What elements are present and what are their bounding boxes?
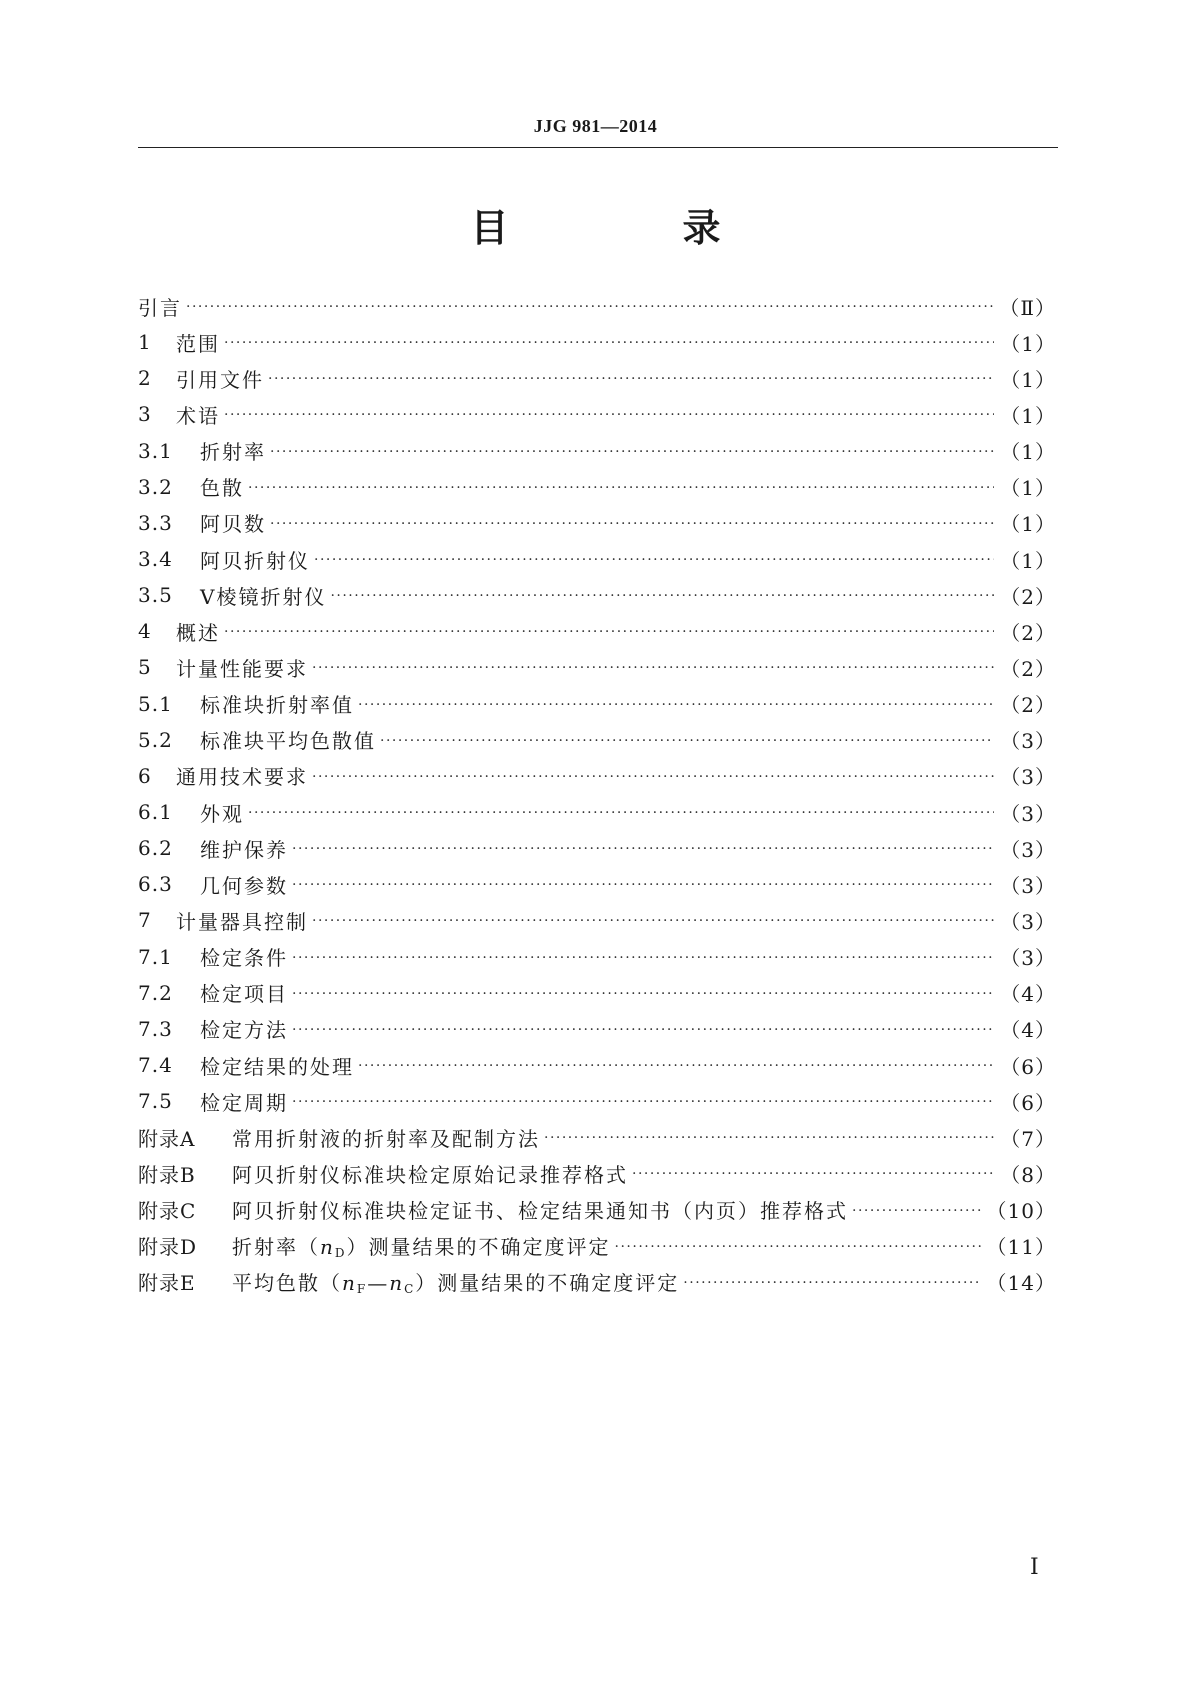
- toc-entry-5-2[interactable]: [138, 722, 1056, 758]
- toc-entry-label: 标准块平均色散值: [200, 729, 376, 754]
- toc-entry-label: 阿贝折射仪标准块检定证书、检定结果通知书（内页）推荐格式: [232, 1199, 848, 1224]
- toc-entry-label: 维护保养: [200, 837, 288, 862]
- toc-entry-page: （8）: [1000, 1162, 1056, 1187]
- toc-entry-page: （3）: [1000, 765, 1056, 790]
- toc-entry-6-2[interactable]: [138, 830, 1056, 866]
- toc-entry-label: 阿贝折射仪: [200, 548, 310, 573]
- toc-entry-number: 7.3: [138, 1016, 173, 1041]
- toc-entry-number: 附录D: [138, 1235, 198, 1260]
- toc-entry-label: 通用技术要求: [176, 765, 308, 790]
- toc-entry-4[interactable]: [138, 613, 1056, 649]
- dot-leader: [615, 1239, 981, 1255]
- toc-entry-label: 阿贝数: [200, 512, 266, 537]
- toc-entry-3[interactable]: [138, 396, 1056, 432]
- toc-entry-label: 标准块折射率值: [200, 693, 354, 718]
- toc-entry-label: 引用文件: [176, 367, 264, 392]
- toc-entry-7[interactable]: [138, 902, 1056, 938]
- toc-entry-label: 常用折射液的折射率及配制方法: [232, 1126, 540, 1151]
- dot-leader: [292, 1022, 994, 1038]
- toc-entry-number: 3.3: [138, 510, 173, 535]
- toc-entry-number: 3.1: [138, 438, 173, 463]
- toc-entry-page: （6）: [1000, 1054, 1056, 1079]
- toc-entry-label: 计量性能要求: [176, 656, 308, 681]
- toc-entry-label: 检定结果的处理: [200, 1054, 354, 1079]
- toc-entry-number: 1: [138, 330, 152, 355]
- toc-entry-label: 阿贝折射仪标准块检定原始记录推荐格式: [232, 1162, 628, 1187]
- toc-entry-page: （4）: [1000, 1018, 1056, 1043]
- toc-entry-label: 引言: [138, 295, 182, 320]
- dot-leader: [268, 371, 994, 387]
- toc-entry-page: （3）: [1000, 729, 1056, 754]
- toc-entry-2[interactable]: [138, 360, 1056, 396]
- toc-entry-appendix-c[interactable]: [138, 1192, 1056, 1228]
- toc-entry-label: 外观: [200, 801, 244, 826]
- toc-entry-1[interactable]: [138, 324, 1056, 360]
- dot-leader: [224, 335, 994, 351]
- toc-entry-number: 5.2: [138, 727, 173, 752]
- page-title: 目 录: [470, 205, 789, 250]
- dot-leader: [312, 769, 994, 785]
- label-prefix: 平均色散（: [232, 1271, 342, 1296]
- toc-entry-7-5[interactable]: [138, 1083, 1056, 1119]
- dot-leader: [380, 733, 994, 749]
- toc-entry-5-1[interactable]: [138, 686, 1056, 722]
- dot-leader: [248, 805, 994, 821]
- toc-entry-number: 5.1: [138, 691, 173, 716]
- toc-entry-number: 4: [138, 619, 152, 644]
- toc-entry-appendix-a[interactable]: [138, 1119, 1056, 1155]
- toc-entry-label: V棱镜折射仪: [200, 584, 327, 609]
- toc-entry-page: （2）: [1000, 584, 1056, 609]
- toc-entry-3-2[interactable]: [138, 469, 1056, 505]
- toc-entry-label: 术语: [176, 403, 220, 428]
- toc-entry-label: 概述: [176, 620, 220, 645]
- dot-leader: [292, 950, 994, 966]
- toc-entry-number: 附录E: [138, 1271, 196, 1296]
- toc-entry-label: 检定项目: [200, 982, 288, 1007]
- minus-dash: —: [367, 1271, 390, 1296]
- toc-entry-number: 7.5: [138, 1089, 173, 1114]
- toc-entry-number: 2: [138, 366, 152, 391]
- toc-entry-3-5[interactable]: [138, 577, 1056, 613]
- toc-entry-page: （1）: [1000, 403, 1056, 428]
- toc-entry-page: （1）: [1000, 548, 1056, 573]
- dot-leader: [292, 986, 994, 1002]
- subscript-f: F: [356, 1282, 368, 1297]
- toc-entry-number: 3: [138, 402, 152, 427]
- toc-entry-7-1[interactable]: [138, 939, 1056, 975]
- header-rule: [138, 147, 1058, 148]
- toc-entry-page: （3）: [1000, 946, 1056, 971]
- toc-entry-number: 7.2: [138, 980, 173, 1005]
- toc-entry-label: 检定方法: [200, 1018, 288, 1043]
- toc-entry-page: （10）: [986, 1199, 1056, 1224]
- toc-entry-7-2[interactable]: [138, 975, 1056, 1011]
- dot-leader: [270, 516, 994, 532]
- dot-leader: [544, 1130, 994, 1146]
- toc-entry-3-1[interactable]: [138, 433, 1056, 469]
- symbol-n: n: [342, 1271, 357, 1296]
- toc-entry-3-4[interactable]: [138, 541, 1056, 577]
- toc-entry-number: 6.3: [138, 872, 173, 897]
- toc-entry-label: 范围: [176, 331, 220, 356]
- toc-entry-page: （1）: [1000, 476, 1056, 501]
- dot-leader: [314, 552, 994, 568]
- dot-leader: [358, 697, 994, 713]
- subscript-d: D: [334, 1246, 347, 1261]
- toc-entry-6-1[interactable]: [138, 794, 1056, 830]
- dot-leader: [358, 1058, 994, 1074]
- dot-leader: [312, 660, 994, 676]
- toc-entry-number: 附录C: [138, 1199, 197, 1224]
- toc-entry-page: （1）: [1000, 331, 1056, 356]
- dot-leader: [224, 407, 994, 423]
- toc-entry-page: （3）: [1000, 873, 1056, 898]
- dot-leader: [312, 913, 994, 929]
- toc-entry-6-3[interactable]: [138, 866, 1056, 902]
- dot-leader: [852, 1203, 981, 1219]
- toc-entry-label: [232, 1231, 611, 1260]
- toc-entry-number: 3.4: [138, 547, 173, 572]
- label-prefix: 折射率（: [232, 1235, 320, 1260]
- toc-entry-page: （7）: [1000, 1126, 1056, 1151]
- toc-entry-7-4[interactable]: [138, 1047, 1056, 1083]
- symbol-n: n: [320, 1235, 335, 1260]
- toc-entry-page: （1）: [1000, 440, 1056, 465]
- toc-entry-page: （1）: [1000, 512, 1056, 537]
- dot-leader: [292, 877, 994, 893]
- symbol-n: n: [389, 1271, 405, 1296]
- toc-entry-number: 6: [138, 763, 152, 788]
- toc-entry-label: 折射率: [200, 440, 266, 465]
- toc-entry-page: （3）: [1000, 837, 1056, 862]
- toc-entry-page: （2）: [1000, 693, 1056, 718]
- table-of-contents: [138, 288, 1056, 1300]
- toc-entry-page: （4）: [1000, 982, 1056, 1007]
- toc-entry-page: （1）: [1000, 367, 1056, 392]
- page-folio: Ⅰ: [1030, 1555, 1039, 1580]
- toc-entry-label: 几何参数: [200, 873, 288, 898]
- toc-entry-appendix-e[interactable]: [138, 1264, 1056, 1300]
- document-code-header: JJG 981—2014: [533, 116, 658, 136]
- dot-leader: [186, 299, 993, 315]
- toc-entry-label: [232, 1267, 679, 1296]
- toc-entry-3-3[interactable]: [138, 505, 1056, 541]
- label-suffix: ）测量结果的不确定度评定: [415, 1271, 680, 1296]
- toc-entry-number: 附录B: [138, 1162, 196, 1187]
- toc-entry-number: 6.2: [138, 836, 173, 861]
- toc-entry-label: 检定条件: [200, 946, 288, 971]
- dot-leader: [224, 624, 994, 640]
- dot-leader: [270, 444, 994, 460]
- toc-entry-page: （2）: [1000, 620, 1056, 645]
- dot-leader: [683, 1275, 980, 1291]
- dot-leader: [292, 841, 994, 857]
- toc-entry-7-3[interactable]: [138, 1011, 1056, 1047]
- toc-entry-intro[interactable]: [138, 288, 1056, 324]
- subscript-c: C: [404, 1282, 416, 1297]
- toc-entry-number: 3.5: [138, 583, 173, 608]
- toc-entry-number: 3.2: [138, 474, 173, 499]
- toc-entry-number: 7.4: [138, 1053, 173, 1078]
- toc-entry-page: （6）: [1000, 1090, 1056, 1115]
- label-suffix: ）测量结果的不确定度评定: [346, 1235, 611, 1260]
- toc-entry-page: （Ⅱ）: [999, 295, 1056, 320]
- toc-entry-appendix-b[interactable]: [138, 1155, 1056, 1191]
- dot-leader: [248, 480, 994, 496]
- toc-entry-label: 计量器具控制: [176, 909, 308, 934]
- toc-entry-page: （3）: [1000, 909, 1056, 934]
- toc-entry-6[interactable]: [138, 758, 1056, 794]
- toc-entry-page: （2）: [1000, 656, 1056, 681]
- toc-entry-number: 5: [138, 655, 152, 680]
- toc-entry-number: 7.1: [138, 944, 173, 969]
- toc-entry-page: （14）: [986, 1271, 1056, 1296]
- toc-entry-page: （3）: [1000, 801, 1056, 826]
- toc-entry-number: 附录A: [138, 1126, 196, 1151]
- toc-entry-number: 6.1: [138, 800, 173, 825]
- dot-leader: [330, 588, 994, 604]
- toc-entry-5[interactable]: [138, 649, 1056, 685]
- toc-entry-number: 7: [138, 908, 152, 933]
- dot-leader: [292, 1094, 994, 1110]
- toc-entry-page: （11）: [986, 1235, 1056, 1260]
- toc-entry-label: 色散: [200, 476, 244, 501]
- toc-entry-appendix-d[interactable]: [138, 1228, 1056, 1264]
- dot-leader: [632, 1166, 994, 1182]
- toc-entry-label: 检定周期: [200, 1090, 288, 1115]
